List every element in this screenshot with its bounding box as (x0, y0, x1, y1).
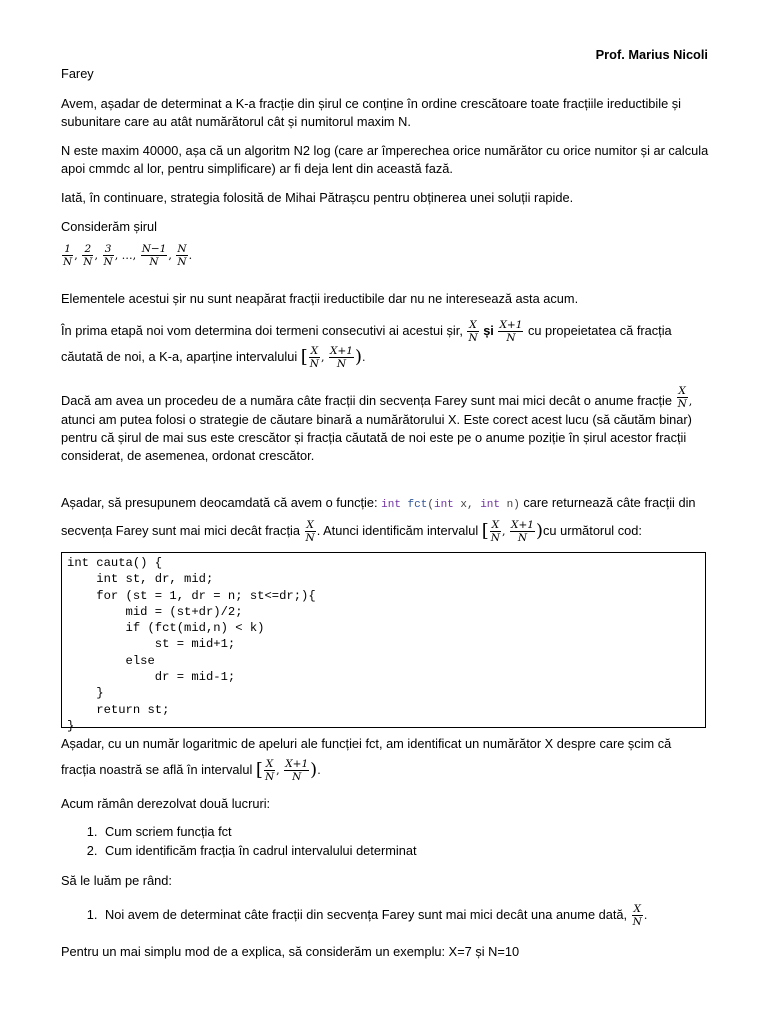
fraction: $\frac{X+1}{N}$ (285, 758, 309, 784)
paragraph-1: Avem, așadar de determinat a K-a fracție din șirul ce conține în ordine crescătoare toate fracțiile ireductibile și subunitare care au atât numărătorul cât și numitorul maxim N. (61, 96, 682, 129)
fraction: $\frac{X}{N}$ (468, 319, 478, 345)
inline-code: int fct(int x, int n) (381, 499, 520, 511)
fraction: $\frac{X}{N}$ (305, 519, 315, 545)
steps-list (61, 902, 647, 929)
paragraph-12: Pentru un mai simplu mod de a explica, să considerăm un exemplu: X=7 și N=10 (61, 944, 520, 959)
fraction: $\frac{X+1}{N}$ (499, 319, 523, 345)
fraction: $\frac{X+1}{N}$ (511, 519, 534, 545)
document-title: Farey (61, 66, 94, 81)
fraction: $\frac{X}{N}$ (264, 758, 275, 784)
paragraph-4: Considerăm șirul (61, 219, 158, 234)
list-item: 1. Cum scriem funcția fct (101, 822, 417, 841)
fraction: $\frac{2}{N}$ (83, 243, 93, 269)
paragraph-9: Așadar, cu un număr logaritmic de apeluri ale funcției fct, am identificat un numărător X despre care șcim că fracția noastră se află în intervalul [ $\frac{X}{N}$ , $\frac{X+1}{N}$ ). (61, 736, 672, 784)
fraction: $\frac{X}{N}$ (632, 903, 642, 929)
paragraph-5: Elementele acestui șir nu sunt neapărat fracții ireductibile dar nu ne interesează asta acum. (61, 291, 579, 306)
fraction: $\frac{X}{N}$ (309, 345, 319, 371)
fraction: $\frac{1}{N}$ (63, 243, 73, 269)
code-block (61, 552, 706, 733)
code-listing: int cauta() { int st, dr, mid; for (st = 1, dr = n; st<=dr;){ mid = (st+dr)/2; if (fct(mid,n) < k) st = mid+1; else dr = mid-1; } return st; } (67, 556, 316, 733)
fraction: $\frac{X}{N}$ (490, 519, 500, 545)
fraction: $\frac{N}{N}$ (177, 243, 187, 269)
list-item: 1. Noi avem de determinat câte fracții din secvența Farey sunt mai mici decât una anume dată, $\frac{X}{N}$ . (101, 902, 647, 929)
fraction: $\frac{N-1}{N}$ (141, 243, 167, 269)
paragraph-10: Acum rămân derezolvat două lucruri: (61, 796, 271, 811)
fraction: $\frac{X}{N}$ (677, 385, 687, 411)
paragraph-2: N este maxim 40000, așa că un algoritm N2 log (care ar împerechea orice numărător cu orice numitor și ar calcula apoi cmmdc al lor, pentru simplificare) ar fi deja lent din această fază. (61, 143, 709, 176)
fraction: $\frac{3}{N}$ (103, 243, 113, 269)
paragraph-11: Să le luăm pe rând: (61, 873, 172, 888)
paragraph-3: Iată, în continuare, strategia folosită de Mihai Pătrașcu pentru obținerea unei soluții rapide. (61, 190, 574, 205)
author-header: Prof. Marius Nicoli (595, 47, 708, 62)
sequence-formula: $\frac{1}{N}$ , $\frac{2}{N}$ , $\frac{3}{N}$ , …, $\frac{N-1}{N}$ , $\frac{N}{N}$ . (63, 243, 193, 269)
paragraph-8: Așadar, să presupunem deocamdată că avem o funcție: int fct(int x, int n) care returnează câte fracții din secvența Farey sunt mai mici decât fracția $\frac{X}{N}$ . Atunci identificăm intervalul [ $\frac{X}{N}$ , $\frac{X+1}{N}$ )cu următorul cod: (61, 495, 696, 545)
paragraph-6: În prima etapă noi vom determina doi termeni consecutivi ai acestui șir, $\frac{X}{N}$ și $\frac{X+1}{N}$ cu propeietatea că fracția căutată de noi, a K-a, aparține intervalului [ $\frac{X}{N}$ , $\frac{X+1}{N}$ ). (61, 319, 672, 371)
paragraph-7: Dacă am avea un procedeu de a număra câte fracții din secvența Farey sunt mai mici decât o anume fracție $\frac{X}{N}$ , atunci am putea folosi o strategie de căutare binară a numărătorului X. Este corect acest lucu (să căutăm binar) pentru că șirul de mai sus este crescător și fracția căutată de noi este pe o anume poziție în șirul acestor fracții considerat, de asemenea, ordonat crescător. (61, 385, 693, 463)
list-item: 2. Cum identificăm fracția în cadrul intervalului determinat (101, 841, 417, 860)
fraction: $\frac{X+1}{N}$ (330, 345, 353, 371)
todo-list (61, 822, 417, 860)
